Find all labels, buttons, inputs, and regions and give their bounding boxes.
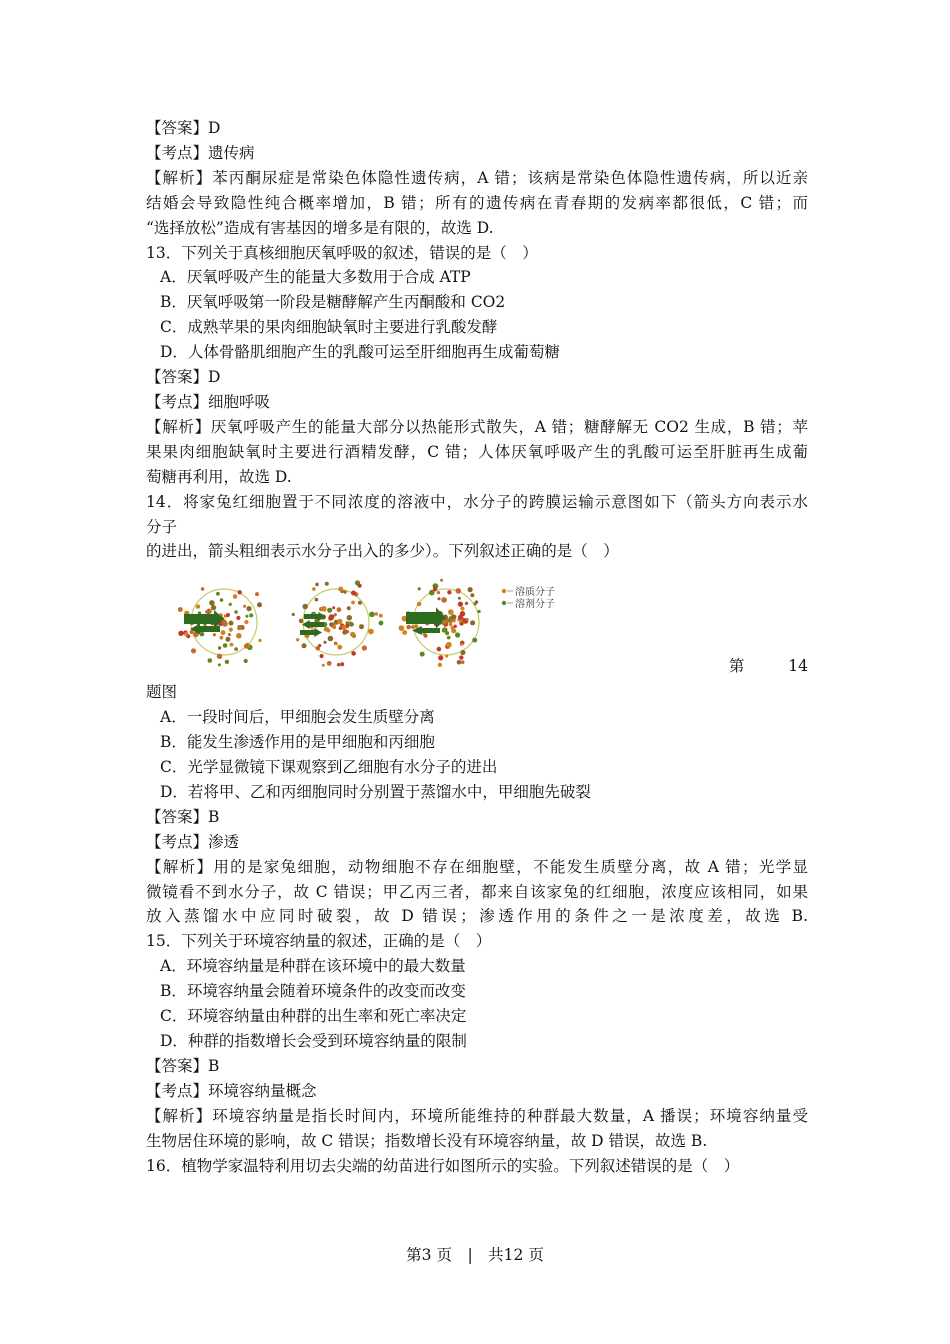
molecule-dot — [324, 627, 329, 632]
molecule-dot — [325, 582, 329, 586]
molecule-dot — [441, 597, 447, 603]
molecule-dot — [437, 647, 442, 652]
molecule-dot — [344, 591, 347, 594]
molecule-dot — [337, 645, 342, 650]
molecule-dot — [329, 615, 335, 621]
molecule-dot — [449, 623, 453, 627]
q14-point: 【考点】渗透 — [146, 832, 240, 851]
molecule-dot — [191, 649, 196, 654]
molecule-dot — [296, 638, 299, 641]
document-body — [146, 116, 808, 1178]
molecule-dot — [433, 587, 437, 591]
molecule-dot — [244, 644, 249, 649]
q16-stem: 16．植物学家温特利用切去尖端的幼苗进行如图所示的实验。下列叙述错误的是（ ） — [146, 1156, 740, 1175]
molecule-dot — [460, 643, 463, 646]
molecule-dot — [465, 602, 468, 605]
molecule-dot — [448, 610, 454, 616]
q14-figure — [146, 572, 808, 680]
molecule-dot — [223, 644, 228, 649]
molecule-dot — [258, 639, 261, 642]
molecule-dot — [368, 629, 374, 635]
molecule-dot — [334, 613, 337, 616]
q13-option-d: D．人体骨骼肌细胞产生的乳酸可运至肝细胞再生成葡萄糖 — [160, 343, 560, 362]
molecule-dot — [209, 600, 215, 606]
molecule-dot — [420, 652, 425, 657]
molecule-dot — [351, 601, 355, 605]
molecule-dot — [213, 633, 216, 636]
molecule-dot — [208, 659, 213, 664]
molecule-dot — [399, 626, 405, 632]
molecule-dot — [233, 595, 238, 600]
cell-diagram — [176, 572, 596, 674]
molecule-dot — [228, 633, 231, 636]
molecule-dot — [438, 656, 443, 661]
molecule-dot — [457, 660, 462, 665]
molecule-dot — [437, 591, 440, 594]
molecule-dot — [337, 608, 342, 613]
q15-point: 【考点】环境容纳量概念 — [146, 1081, 317, 1100]
molecule-dot — [243, 605, 246, 608]
legend-solute-label: 溶质分子 — [515, 587, 555, 599]
q13-stem: 13．下列关于真核细胞厌氧呼吸的叙述，错误的是（ ） — [146, 243, 538, 262]
q13-analysis-line: 果果肉细胞缺氧时主要进行酒精发酵，C 错；人体厌氧呼吸产生的乳酸可运至肝脏再生成葡 — [146, 442, 808, 461]
molecule-dot — [444, 621, 447, 624]
molecule-dot — [320, 654, 324, 658]
molecule-dot — [315, 583, 319, 587]
q14-option-b: B．能发生渗透作用的是甲细胞和丙细胞 — [160, 733, 435, 752]
molecule-dot — [237, 625, 241, 629]
molecule-dot — [312, 588, 316, 592]
molecule-dot — [302, 644, 307, 649]
molecule-dot — [220, 599, 224, 603]
molecule-dot — [461, 661, 465, 665]
molecule-dot — [362, 646, 367, 651]
molecule-dot — [236, 616, 240, 620]
molecule-dot — [292, 613, 295, 616]
molecule-dot — [455, 633, 460, 638]
molecule-dot — [234, 648, 238, 652]
q12-analysis-line: 结婚会导致隐性纯合概率增加，B 错；所有的遗传病在青春期的发病率都很低，C 错；而 — [146, 193, 808, 212]
molecule-dot — [340, 663, 344, 667]
molecule-dot — [456, 588, 462, 594]
molecule-dot — [201, 587, 205, 591]
cell-yi — [292, 581, 384, 668]
legend — [502, 585, 555, 610]
molecule-dot — [244, 620, 248, 624]
q13-analysis-line: 萄糖再利用，故选 D. — [146, 467, 292, 486]
molecule-dot — [299, 619, 304, 624]
q14-option-a: A．一段时间后，甲细胞会发生质壁分离 — [160, 708, 435, 727]
molecule-dot — [446, 642, 452, 648]
molecule-dot — [337, 619, 342, 624]
q14-stem-line: 分子 — [146, 517, 178, 536]
q14-stem-line: 14．将家兔红细胞置于不同浓度的溶液中，水分子的跨膜运输示意图如下（箭头方向表示水 — [146, 492, 808, 511]
q13-option-b: B．厌氧呼吸第一阶段是糖酵解产生丙酮酸和 CO2 — [160, 293, 506, 312]
q14-analysis-line: 微镜看不到水分子，故 C 错误；甲乙丙三者，都来自该家兔的红细胞，浓度应该相同，如果 — [146, 882, 808, 901]
molecule-dot — [460, 623, 463, 626]
molecule-dot — [220, 636, 224, 640]
molecule-dot — [225, 637, 230, 642]
molecule-dot — [442, 628, 447, 633]
molecule-dot — [221, 630, 226, 635]
molecule-dot — [342, 630, 347, 635]
molecule-dot — [230, 643, 234, 647]
molecule-dot — [184, 632, 188, 636]
figure-caption-number: 第 14 — [728, 657, 808, 676]
molecule-dot — [321, 606, 326, 611]
page-footer: 第3 页 | 共12 页 — [406, 1246, 544, 1264]
molecule-dot — [209, 610, 212, 613]
q15-option-b: B．环境容纳量会随着环境条件的改变而改变 — [160, 982, 466, 1001]
molecule-dot — [329, 623, 334, 628]
molecule-dot — [337, 663, 341, 667]
q14-answer: 【答案】B — [146, 807, 220, 826]
q14-stem-line: 的进出，箭头粗细表示水分子出入的多少）。下列叙述正确的是（ ） — [146, 542, 619, 561]
molecule-dot — [350, 632, 355, 637]
molecule-dot — [302, 604, 308, 610]
q13-option-c: C．成熟苹果的果肉细胞缺氧时主要进行乳酸发酵 — [160, 318, 498, 337]
cell-jia — [178, 587, 262, 666]
molecule-dot — [440, 579, 443, 582]
molecule-dot — [406, 625, 411, 630]
molecule-dot — [418, 588, 421, 591]
q15-option-c: C．环境容纳量由种群的出生率和死亡率决定 — [160, 1007, 467, 1026]
q14-option-d: D．若将甲、乙和丙细胞同时分别置于蒸馏水中，甲细胞先破裂 — [160, 782, 591, 801]
molecule-dot — [451, 626, 455, 630]
q12-answer: 【答案】D — [146, 119, 221, 137]
molecule-dot — [358, 584, 362, 588]
molecule-dot — [459, 656, 463, 660]
legend-solvent-dot — [502, 601, 506, 605]
molecule-dot — [323, 641, 326, 644]
molecule-dot — [211, 605, 216, 610]
molecule-dot — [335, 643, 338, 646]
q15-option-a: A．环境容纳量是种群在该环境中的最大数量 — [160, 957, 466, 976]
molecule-dot — [244, 659, 248, 663]
molecule-dot — [347, 615, 352, 620]
molecule-dot — [351, 651, 356, 656]
molecule-dot — [332, 607, 335, 610]
molecule-dot — [245, 615, 248, 618]
molecule-dot — [236, 633, 242, 639]
molecule-dot — [470, 621, 475, 626]
molecule-dot — [424, 634, 428, 638]
q13-answer: 【答案】D — [146, 368, 221, 387]
molecule-dot — [234, 611, 238, 615]
q13-option-a: A．厌氧呼吸产生的能量大多数用于合成 ATP — [160, 268, 471, 287]
molecule-dot — [447, 590, 451, 594]
molecule-dot — [178, 607, 183, 612]
legend-solute-dot — [502, 589, 506, 593]
q15-answer: 【答案】B — [146, 1056, 220, 1075]
molecule-dot — [375, 613, 379, 617]
molecule-dot — [196, 605, 200, 609]
molecule-dot — [470, 594, 474, 598]
q15-analysis-line: 生物居住环境的影响，故 C 错误；指数增长没有环境容纳量，故 D 错误，故选 B. — [146, 1131, 708, 1150]
molecule-dot — [218, 647, 221, 650]
molecule-dot — [229, 603, 232, 606]
molecule-dot — [474, 602, 477, 605]
molecule-dot — [460, 650, 465, 655]
q14-analysis-line: 放入蒸馏水中应同时破裂，故 D 错误；渗透作用的条件之一是浓度差，故选 B. — [146, 907, 808, 926]
q12-analysis-line: “选择放松”造成有害基因的增多是有限的，故选 D. — [146, 218, 494, 237]
molecule-dot — [359, 625, 364, 630]
molecule-dot — [257, 603, 262, 608]
cell-bing — [399, 579, 481, 667]
q12-analysis-line: 【解析】苯丙酮尿症是常染色体隐性遗传病，A 错；该病是常染色体隐性遗传病，所以近亲 — [146, 168, 808, 187]
molecule-dot — [217, 654, 222, 659]
molecule-dot — [461, 607, 465, 611]
molecule-dot — [229, 628, 233, 632]
molecule-dot — [322, 664, 325, 667]
q15-stem: 15．下列关于环境容纳量的叙述，正确的是（ ） — [146, 932, 492, 951]
molecule-dot — [468, 587, 473, 592]
molecule-dot — [458, 602, 463, 607]
molecule-dot — [449, 617, 452, 620]
molecule-dot — [417, 602, 422, 607]
molecule-dot — [315, 598, 319, 602]
molecule-dot — [200, 632, 205, 637]
molecule-dot — [379, 614, 383, 618]
molecule-dot — [225, 660, 229, 664]
molecule-dot — [178, 631, 183, 636]
molecule-dot — [218, 664, 221, 667]
molecule-dot — [229, 621, 234, 626]
q15-analysis-line: 【解析】环境容纳量是指长时间内，环境所能维持的种群最大数量，A 播误；环境容纳量受 — [146, 1106, 808, 1125]
molecule-dot — [414, 624, 418, 628]
figure-caption-tail: 题图 — [146, 683, 178, 702]
molecule-dot — [478, 610, 481, 613]
molecule-dot — [333, 626, 336, 629]
molecule-dot — [349, 622, 354, 627]
molecule-dot — [402, 630, 407, 635]
molecule-dot — [438, 663, 442, 667]
molecule-dot — [369, 612, 375, 618]
q13-analysis-line: 【解析】厌氧呼吸产生的能量大部分以热能形式散失，A 错；糖酵解无 CO2 生成，B 错；苹 — [146, 417, 808, 436]
q15-option-d: D．种群的指数增长会受到环境容纳量的限制 — [160, 1032, 467, 1050]
molecule-dot — [226, 613, 230, 617]
q14-analysis-line: 【解析】用的是家兔细胞，动物细胞不存在细胞壁，不能发生质壁分离，故 A 错；光学显 — [146, 857, 808, 876]
molecule-dot — [347, 607, 351, 611]
molecule-dot — [328, 636, 334, 642]
q13-point: 【考点】细胞呼吸 — [146, 392, 271, 411]
molecule-dot — [358, 601, 362, 605]
molecule-dot — [205, 611, 208, 614]
molecule-dot — [351, 591, 356, 596]
molecule-dot — [466, 618, 469, 621]
molecule-dot — [472, 638, 477, 643]
molecule-dot — [316, 646, 321, 651]
molecule-dot — [447, 636, 451, 640]
molecule-dot — [341, 625, 346, 630]
molecule-dot — [249, 614, 253, 618]
molecule-dot — [246, 606, 251, 611]
molecule-dot — [216, 592, 220, 596]
molecule-dot — [255, 592, 259, 596]
q14-option-c: C．光学显微镜下课观察到乙细胞有水分子的进出 — [160, 758, 498, 777]
molecule-dot — [458, 597, 461, 600]
molecule-dot — [458, 615, 463, 620]
q12-point: 【考点】遗传病 — [146, 143, 255, 162]
molecule-dot — [327, 608, 332, 613]
molecule-dot — [437, 598, 440, 601]
molecule-dot — [238, 590, 242, 594]
legend-solvent-label: 溶剂分子 — [515, 599, 555, 611]
molecule-dot — [445, 655, 448, 658]
molecule-dot — [327, 661, 332, 666]
molecule-dot — [379, 621, 384, 626]
molecule-dot — [338, 587, 343, 592]
